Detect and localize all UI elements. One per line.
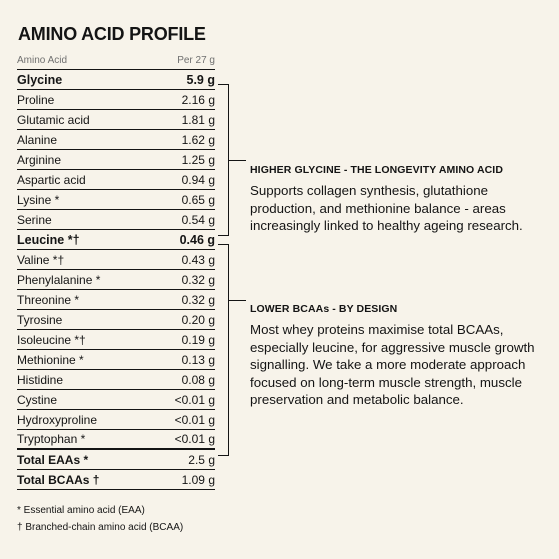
table-row bbox=[17, 350, 215, 370]
table-row bbox=[17, 90, 215, 110]
amino-acid-amount: <0.01 g bbox=[174, 412, 215, 427]
table-row bbox=[17, 310, 215, 330]
amino-acid-name: Valine *† bbox=[17, 252, 65, 267]
table-row bbox=[17, 130, 215, 150]
footnote-bcaa: † Branched-chain amino acid (BCAA) bbox=[17, 522, 184, 533]
amino-acid-amount: 5.9 g bbox=[186, 72, 215, 87]
amino-acid-amount: 0.54 g bbox=[181, 212, 215, 227]
amino-acid-amount: 0.94 g bbox=[181, 172, 215, 187]
amino-acid-name: Hydroxyproline bbox=[17, 412, 98, 427]
table-header bbox=[17, 52, 215, 70]
footnote-eaa: * Essential amino acid (EAA) bbox=[17, 505, 145, 516]
table-body bbox=[17, 70, 215, 490]
amino-acid-amount: 1.25 g bbox=[181, 152, 215, 167]
amino-acid-name: Leucine *† bbox=[17, 232, 80, 247]
amino-acid-amount: 1.62 g bbox=[181, 132, 215, 147]
amino-acid-name: Glycine bbox=[17, 72, 63, 87]
amino-acid-amount: 2.5 g bbox=[188, 452, 215, 467]
table-row bbox=[17, 110, 215, 130]
amino-acid-amount: 0.19 g bbox=[181, 332, 215, 347]
amino-acid-amount: <0.01 g bbox=[174, 392, 215, 407]
column-header-amino-acid: Amino Acid bbox=[17, 55, 68, 66]
amino-acid-amount: 0.43 g bbox=[181, 252, 215, 267]
table-row bbox=[17, 330, 215, 350]
amino-acid-name: Tryptophan * bbox=[17, 432, 86, 446]
table-row bbox=[17, 410, 215, 430]
amino-acid-amount: 0.32 g bbox=[181, 292, 215, 307]
table-row bbox=[17, 190, 215, 210]
amino-acid-name: Cystine bbox=[17, 392, 58, 407]
table-row bbox=[17, 370, 215, 390]
amino-acid-name: Total EAAs * bbox=[17, 452, 89, 467]
glycine-note-connector bbox=[228, 160, 246, 161]
footnotes bbox=[17, 502, 215, 536]
table-row bbox=[17, 210, 215, 230]
bcaa-note bbox=[250, 303, 545, 409]
table-row bbox=[17, 170, 215, 190]
glycine-note-body: Supports collagen synthesis, glutathione production, and methionine balance - areas increasingly linked to healthy ageing research. bbox=[250, 183, 523, 233]
table-row bbox=[17, 450, 215, 470]
amino-acid-amount: 1.09 g bbox=[181, 472, 215, 487]
amino-acid-name: Arginine bbox=[17, 152, 62, 167]
amino-acid-amount: 2.16 g bbox=[181, 92, 215, 107]
page-title: AMINO ACID PROFILE bbox=[18, 24, 206, 44]
table-row bbox=[17, 270, 215, 290]
amino-acid-amount: 1.81 g bbox=[181, 112, 215, 127]
table-row bbox=[17, 290, 215, 310]
amino-acid-amount: <0.01 g bbox=[174, 432, 215, 446]
amino-acid-table bbox=[17, 52, 215, 536]
bcaa-note-heading: LOWER BCAAs - BY DESIGN bbox=[250, 303, 398, 315]
glycine-note-heading: HIGHER GLYCINE - THE LONGEVITY AMINO ACID bbox=[250, 164, 504, 176]
amino-acid-name: Histidine bbox=[17, 372, 64, 387]
amino-acid-name: Serine bbox=[17, 212, 52, 227]
amino-acid-name: Phenylalanine * bbox=[17, 272, 101, 287]
amino-acid-name: Aspartic acid bbox=[17, 172, 86, 187]
bcaa-note-connector bbox=[228, 300, 246, 301]
amino-acid-name: Alanine bbox=[17, 132, 58, 147]
amino-acid-name: Lysine * bbox=[17, 192, 60, 207]
amino-acid-amount: 0.13 g bbox=[181, 352, 215, 367]
table-row bbox=[17, 250, 215, 270]
amino-acid-name: Glutamic acid bbox=[17, 112, 90, 127]
table-row bbox=[17, 150, 215, 170]
amino-acid-amount: 0.32 g bbox=[181, 272, 215, 287]
amino-acid-amount: 0.46 g bbox=[179, 232, 215, 247]
column-header-per-serving: Per 27 g bbox=[177, 55, 215, 66]
table-row bbox=[17, 230, 215, 250]
table-row bbox=[17, 70, 215, 90]
amino-acid-amount: 0.08 g bbox=[181, 372, 215, 387]
amino-acid-name: Total BCAAs † bbox=[17, 472, 100, 487]
table-row bbox=[17, 430, 215, 450]
amino-acid-name: Tyrosine bbox=[17, 312, 63, 327]
leucine-group-bracket bbox=[218, 244, 229, 456]
table-row bbox=[17, 470, 215, 490]
glycine-note bbox=[250, 164, 545, 235]
table-row bbox=[17, 390, 215, 410]
amino-acid-name: Methionine * bbox=[17, 352, 84, 367]
amino-acid-name: Isoleucine *† bbox=[17, 332, 86, 347]
amino-acid-amount: 0.20 g bbox=[181, 312, 215, 327]
amino-acid-name: Threonine * bbox=[17, 292, 80, 307]
amino-acid-name: Proline bbox=[17, 92, 55, 107]
bcaa-note-body: Most whey proteins maximise total BCAAs, especially leucine, for aggressive muscle growth signalling. We take a more moderate approach focused on long-term muscle strength, muscle preservation and metabolic balance. bbox=[250, 322, 535, 407]
amino-acid-amount: 0.65 g bbox=[181, 192, 215, 207]
